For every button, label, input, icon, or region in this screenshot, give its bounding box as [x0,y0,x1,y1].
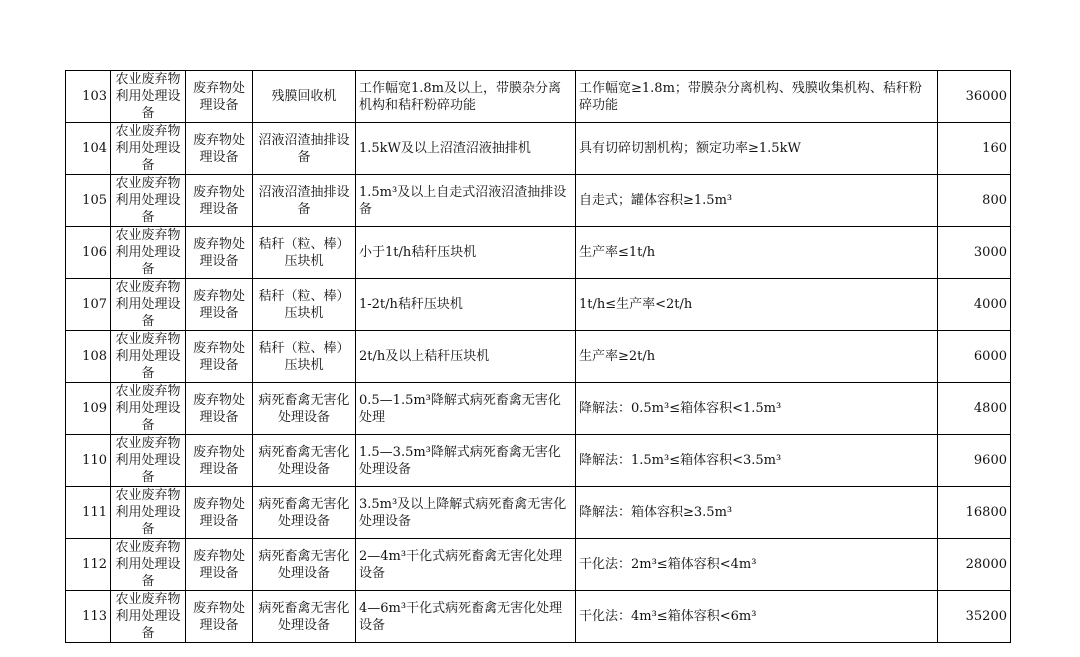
table-row [66,383,1011,435]
category-cell: 农业废弃物利用处理设备 [111,591,186,643]
table-row [66,591,1011,643]
row-number: 111 [66,487,111,539]
item-name-cell: 沼液沼渣抽排设备 [253,175,356,227]
spec-cell: 小于1t/h秸秆压块机 [356,227,576,279]
category-cell: 农业废弃物利用处理设备 [111,279,186,331]
subcategory-cell: 废弃物处理设备 [186,71,253,123]
spec-cell: 1.5m³及以上自走式沼液沼渣抽排设备 [356,175,576,227]
requirement-cell: 生产率≥2t/h [576,331,938,383]
item-name-cell: 病死畜禽无害化处理设备 [253,383,356,435]
subcategory-cell: 废弃物处理设备 [186,539,253,591]
table-row [66,487,1011,539]
subsidy-amount-cell: 16800 [938,487,1011,539]
item-name-cell: 病死畜禽无害化处理设备 [253,487,356,539]
row-number: 110 [66,435,111,487]
subsidy-amount-cell: 6000 [938,331,1011,383]
category-cell: 农业废弃物利用处理设备 [111,383,186,435]
spec-cell: 1.5—3.5m³降解式病死畜禽无害化处理设备 [356,435,576,487]
requirement-cell: 具有切碎切割机构；额定功率≥1.5kW [576,123,938,175]
subcategory-cell: 废弃物处理设备 [186,279,253,331]
subsidy-table [65,70,1011,643]
row-number: 109 [66,383,111,435]
subsidy-amount-cell: 4000 [938,279,1011,331]
category-cell: 农业废弃物利用处理设备 [111,435,186,487]
requirement-cell: 干化法：2m³≤箱体容积<4m³ [576,539,938,591]
requirement-cell: 生产率≤1t/h [576,227,938,279]
subcategory-cell: 废弃物处理设备 [186,123,253,175]
row-number: 108 [66,331,111,383]
subsidy-amount-cell: 28000 [938,539,1011,591]
category-cell: 农业废弃物利用处理设备 [111,227,186,279]
spec-cell: 1.5kW及以上沼渣沼液抽排机 [356,123,576,175]
spec-cell: 1-2t/h秸秆压块机 [356,279,576,331]
category-cell: 农业废弃物利用处理设备 [111,487,186,539]
subsidy-amount-cell: 4800 [938,383,1011,435]
category-cell: 农业废弃物利用处理设备 [111,175,186,227]
requirement-cell: 自走式；罐体容积≥1.5m³ [576,175,938,227]
subsidy-amount-cell: 36000 [938,71,1011,123]
item-name-cell: 秸秆（粒、棒）压块机 [253,227,356,279]
table-row [66,227,1011,279]
subcategory-cell: 废弃物处理设备 [186,383,253,435]
item-name-cell: 秸秆（粒、棒）压块机 [253,331,356,383]
spec-cell: 3.5m³及以上降解式病死畜禽无害化处理设备 [356,487,576,539]
requirement-cell: 降解法：0.5m³≤箱体容积<1.5m³ [576,383,938,435]
item-name-cell: 残膜回收机 [253,71,356,123]
subsidy-amount-cell: 35200 [938,591,1011,643]
spec-cell: 工作幅宽1.8m及以上，带膜杂分离机构和秸秆粉碎功能 [356,71,576,123]
row-number: 104 [66,123,111,175]
requirement-cell: 1t/h≤生产率<2t/h [576,279,938,331]
table-row [66,539,1011,591]
category-cell: 农业废弃物利用处理设备 [111,331,186,383]
requirement-cell: 降解法：1.5m³≤箱体容积<3.5m³ [576,435,938,487]
requirement-cell: 工作幅宽≥1.8m；带膜杂分离机构、残膜收集机构、秸秆粉碎功能 [576,71,938,123]
row-number: 112 [66,539,111,591]
table-row [66,175,1011,227]
subsidy-amount-cell: 9600 [938,435,1011,487]
item-name-cell: 秸秆（粒、棒）压块机 [253,279,356,331]
subcategory-cell: 废弃物处理设备 [186,591,253,643]
subcategory-cell: 废弃物处理设备 [186,435,253,487]
item-name-cell: 病死畜禽无害化处理设备 [253,435,356,487]
item-name-cell: 病死畜禽无害化处理设备 [253,539,356,591]
item-name-cell: 沼液沼渣抽排设备 [253,123,356,175]
requirement-cell: 降解法：箱体容积≥3.5m³ [576,487,938,539]
subsidy-amount-cell: 800 [938,175,1011,227]
table-body [66,71,1011,643]
subsidy-amount-cell: 3000 [938,227,1011,279]
row-number: 103 [66,71,111,123]
table-row [66,279,1011,331]
table-row [66,123,1011,175]
row-number: 113 [66,591,111,643]
spec-cell: 2—4m³干化式病死畜禽无害化处理设备 [356,539,576,591]
subcategory-cell: 废弃物处理设备 [186,487,253,539]
spec-cell: 0.5—1.5m³降解式病死畜禽无害化处理 [356,383,576,435]
row-number: 106 [66,227,111,279]
table-row [66,331,1011,383]
row-number: 105 [66,175,111,227]
item-name-cell: 病死畜禽无害化处理设备 [253,591,356,643]
category-cell: 农业废弃物利用处理设备 [111,539,186,591]
table-row [66,435,1011,487]
spec-cell: 4—6m³干化式病死畜禽无害化处理设备 [356,591,576,643]
row-number: 107 [66,279,111,331]
spec-cell: 2t/h及以上秸秆压块机 [356,331,576,383]
subsidy-amount-cell: 160 [938,123,1011,175]
subcategory-cell: 废弃物处理设备 [186,331,253,383]
table-row [66,71,1011,123]
subcategory-cell: 废弃物处理设备 [186,175,253,227]
requirement-cell: 干化法：4m³≤箱体容积<6m³ [576,591,938,643]
category-cell: 农业废弃物利用处理设备 [111,71,186,123]
category-cell: 农业废弃物利用处理设备 [111,123,186,175]
subcategory-cell: 废弃物处理设备 [186,227,253,279]
